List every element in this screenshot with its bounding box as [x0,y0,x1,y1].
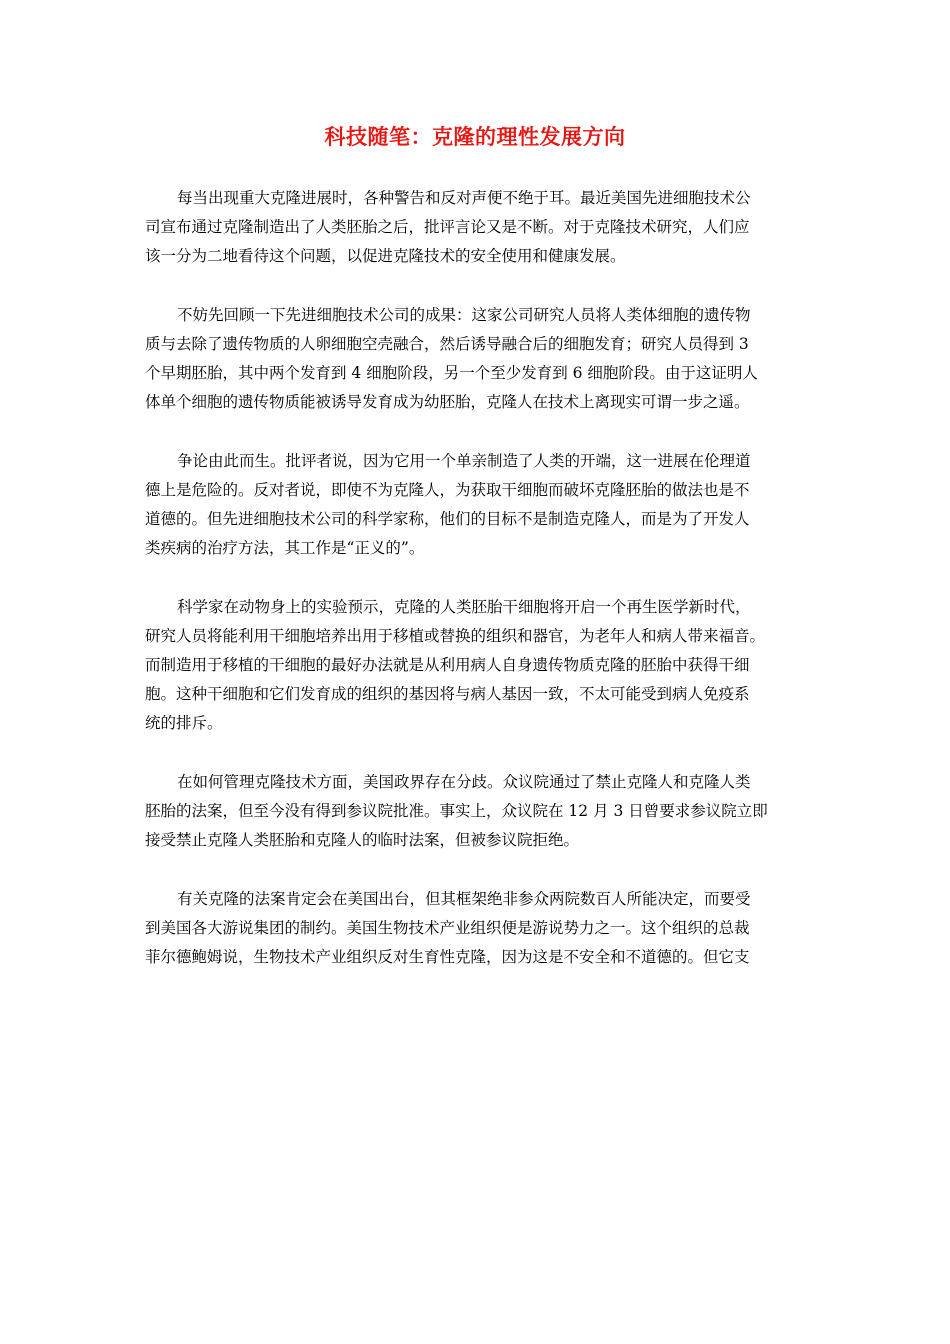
paragraph-line: 该一分为二地看待这个问题，以促进克隆技术的安全使用和健康发展。 [145,247,626,265]
paragraph [145,447,809,563]
paragraph-line: 菲尔德鲍姆说，生物技术产业组织反对生育性克隆，因为这是不安全和不道德的。但它支 [145,948,750,966]
paragraph-line: 而制造用于移植的干细胞的最好办法就是从利用病人自身遗传物质克隆的胚胎中获得干细 [145,656,750,674]
paragraph-line: 研究人员将能利用干细胞培养出用于移植或替换的组织和器官，为老年人和病人带来福音。 [145,627,766,645]
paragraph-line: 胞。这种干细胞和它们发育成的组织的基因将与病人基因一致，不太可能受到病人免疫系 [145,685,750,703]
paragraph-line: 质与去除了遗传物质的人卵细胞空壳融合，然后诱导融合后的细胞发育；研究人员得到 3 [145,335,749,353]
paragraph [145,184,809,271]
paragraph-line: 司宣布通过克隆制造出了人类胚胎之后，批评言论又是不断。对于克隆技术研究，人们应 [145,218,750,236]
paragraph [145,885,809,972]
paragraph-line: 德上是危险的。反对者说，即使不为克隆人，为获取干细胞而破坏克隆胚胎的做法也是不 [145,481,750,499]
paragraph-line: 有关克隆的法案肯定会在美国出台，但其框架绝非参众两院数百人所能决定，而要受 [177,890,751,908]
paragraph-line: 个早期胚胎，其中两个发育到 4 细胞阶段，另一个至少发育到 6 细胞阶段。由于这证明人 [145,364,758,382]
paragraph-line: 胚胎的法案，但至今没有得到参议院批准。事实上，众议院在 12 月 3 日曾要求参议院立即 [145,802,768,820]
paragraph-line: 在如何管理克隆技术方面，美国政界存在分歧。众议院通过了禁止克隆人和克隆人类 [177,773,751,791]
paragraph-line: 道德的。但先进细胞技术公司的科学家称，他们的目标不是制造克隆人，而是为了开发人 [145,510,750,528]
paragraph-line: 到美国各大游说集团的制约。美国生物技术产业组织便是游说势力之一。这个组织的总裁 [145,919,750,937]
paragraph [145,593,809,738]
paragraph [145,768,809,855]
paragraph-line: 科学家在动物身上的实验预示，克隆的人类胚胎干细胞将开启一个再生医学新时代， [177,598,751,616]
paragraph-line: 类疾病的治疗方法，其工作是“正义的”。 [145,539,425,557]
paragraph-line: 接受禁止克隆人类胚胎和克隆人的临时法案，但被参议院拒绝。 [145,831,580,849]
paragraph [145,301,809,417]
paragraph-line: 体单个细胞的遗传物质能被诱导发育成为幼胚胎，克隆人在技术上离现实可谓一步之遥。 [145,393,750,411]
paragraph-line: 不妨先回顾一下先进细胞技术公司的成果：这家公司研究人员将人类体细胞的遗传物 [177,306,751,324]
paragraph-line: 争论由此而生。批评者说，因为它用一个单亲制造了人类的开端，这一进展在伦理道 [177,452,751,470]
document-title: 科技随笔：克隆的理性发展方向 [324,125,626,149]
paragraph-line: 统的排斥。 [145,714,223,732]
document-body [145,184,809,1002]
paragraph-line: 每当出现重大克隆进展时，各种警告和反对声便不绝于耳。最近美国先进细胞技术公 [177,189,751,207]
